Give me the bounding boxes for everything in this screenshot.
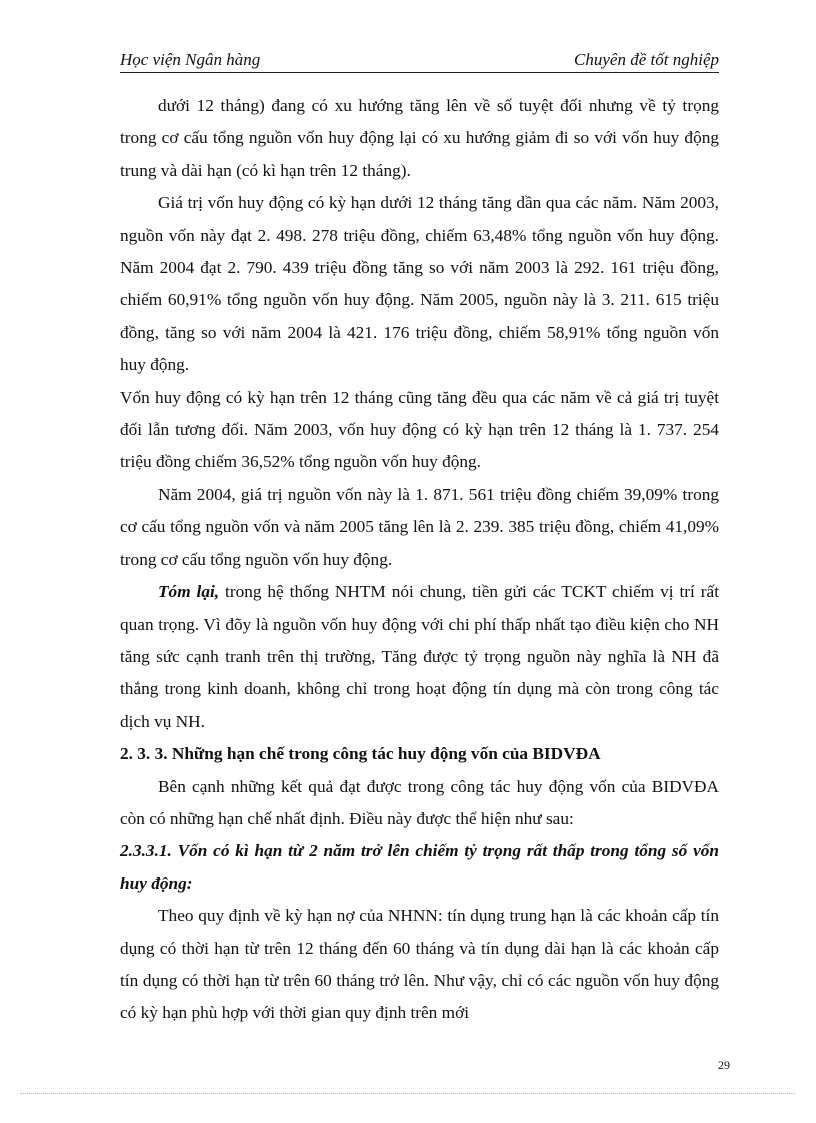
- summary-lead: Tóm lại,: [158, 582, 220, 602]
- paragraph-3: Vốn huy động có kỳ hạn trên 12 tháng cũng tăng đều qua các năm về cả giá trị tuyệt đối lẫn tương đối. Năm 2003, vốn huy động có kỳ hạn trên 12 tháng là 1. 737. 254 triệu đồng chiếm 36,52% tổng nguồn vốn huy động.: [120, 387, 719, 472]
- section-heading: 2. 3. 3. Những hạn chế trong công tác huy động vốn của BIDVĐA: [120, 744, 601, 764]
- page-header: [120, 46, 719, 73]
- paragraph-5: [120, 576, 719, 738]
- paragraph-6: Bên cạnh những kết quả đạt được trong công tác huy động vốn của BIDVĐA còn có những hạn chế nhất định. Điều này được thể hiện như sau:: [120, 776, 719, 828]
- header-right-title: Chuyên đề tốt nghiệp: [574, 50, 719, 69]
- page-bottom-divider: [20, 1093, 796, 1094]
- subsection-heading: 2.3.3.1. Vốn có kì hạn từ 2 năm trở lên chiếm tỷ trọng rất thấp trong tổng số vốn huy động:: [120, 841, 719, 893]
- summary-text: trong hệ thống NHTM nói chung, tiền gửi các TCKT chiếm vị trí rất quan trọng. Vì đõy là nguồn vốn huy động với chi phí thấp nhất tạo điều kiện cho NH tăng sức cạnh tranh trên thị trường, Tăng được tỷ trọng nguồn này nghĩa là NH đã thắng trong kinh doanh, không chỉ trong hoạt động tín dụng mà còn trong công tác dịch vụ NH.: [120, 582, 719, 731]
- paragraph-1: dưới 12 tháng) đang có xu hướng tăng lên về số tuyệt đối nhưng về tỷ trọng trong cơ cấu tổng nguồn vốn huy động lại có xu hướng giảm đi so với vốn huy động trung và dài hạn (có kì hạn trên 12 tháng).: [120, 96, 719, 180]
- page-number: 29: [718, 1058, 730, 1072]
- paragraph-4: Năm 2004, giá trị nguồn vốn này là 1. 871. 561 triệu đồng chiếm 39,09% trong cơ cấu tổng nguồn vốn và năm 2005 tăng lên là 2. 239. 385 triệu đồng, chiếm 41,09% trong cơ cấu tổng nguồn vốn huy động.: [120, 484, 719, 569]
- paragraph-2: Giá trị vốn huy động có kỳ hạn dưới 12 tháng tăng dần qua các năm. Năm 2003, nguồn vốn này đạt 2. 498. 278 triệu đồng, chiếm 63,48% tổng nguồn vốn huy động. Năm 2004 đạt 2. 790. 439 triệu đồng tăng so với năm 2003 là 292. 161 triệu đồng, chiếm 60,91% tổng nguồn vốn huy động. Năm 2005, nguồn này là 3. 211. 615 triệu đồng, tăng so với năm 2004 là 421. 176 triệu đồng, chiếm 58,91% tổng nguồn vốn huy động.: [120, 193, 719, 375]
- paragraph-7: Theo quy định về kỳ hạn nợ của NHNN: tín dụng trung hạn là các khoản cấp tín dụng có thời hạn từ trên 12 tháng đến 60 tháng và tín dụng dài hạn là các khoản cấp tín dụng có thời hạn từ trên 60 tháng trở lên. Như vậy, chỉ có các nguồn vốn huy động có kỳ hạn phù hợp với thời gian quy định trên mới: [120, 906, 719, 1023]
- body-text: [120, 90, 719, 1030]
- header-left-title: Học viện Ngân hàng: [120, 50, 261, 69]
